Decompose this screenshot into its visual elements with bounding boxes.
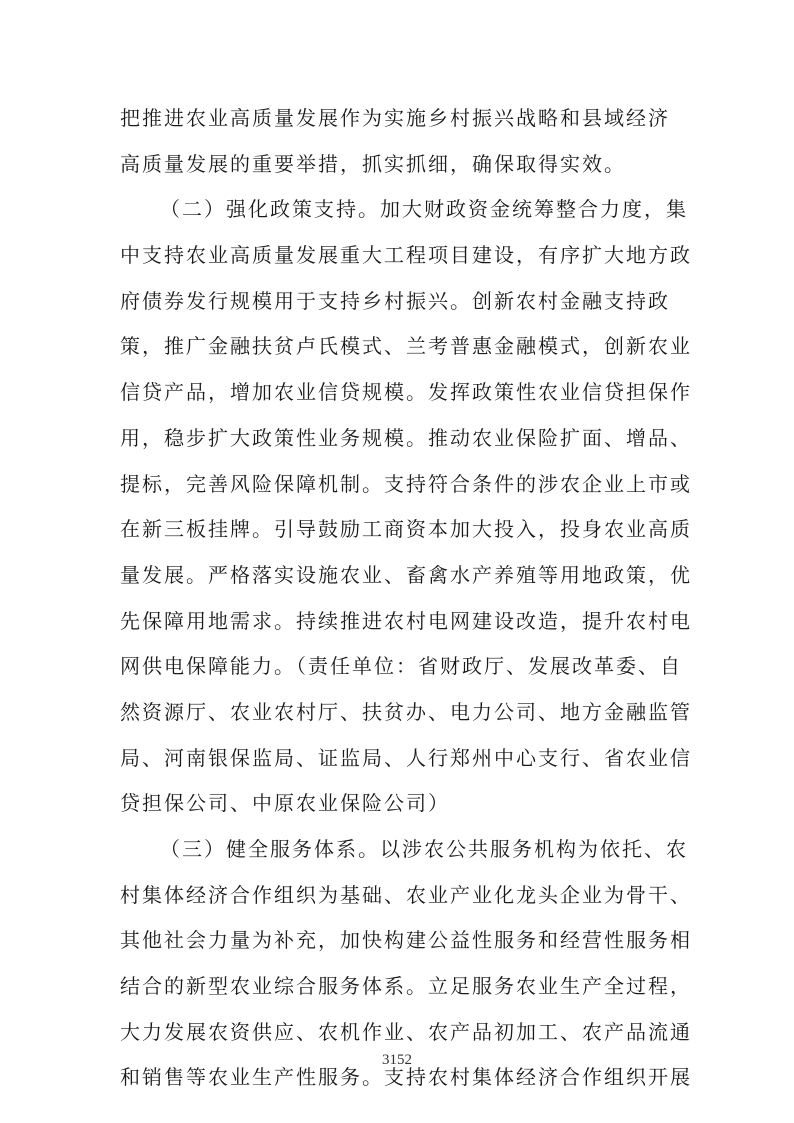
- document-body: [120, 96, 692, 1101]
- text-line: 在新三板挂牌。引导鼓励工商资本加大投入，投身农业高质: [120, 517, 692, 542]
- text-line: 府债券发行规模用于支持乡村振兴。创新农村金融支持政: [120, 288, 670, 313]
- text-line: 中支持农业高质量发展重大工程项目建设，有序扩大地方政: [120, 243, 692, 268]
- page-number: 3152: [382, 1052, 412, 1068]
- section-heading-line: （三）健全服务体系。以涉农公共服务机构为依托、农: [160, 837, 688, 861]
- section-heading-line: （二）强化政策支持。加大财政资金统筹整合力度，集: [160, 197, 688, 222]
- text-line: 结合的新型农业综合服务体系。立足服务农业生产全过程，: [120, 974, 692, 999]
- text-line: 量发展。严格落实设施农业、畜禽水产养殖等用地政策，优: [120, 562, 692, 587]
- text-line: 提标，完善风险保障机制。支持符合条件的涉农企业上市或: [120, 471, 692, 496]
- text-line: 村集体经济合作组织为基础、农业产业化龙头企业为骨干、: [120, 882, 692, 907]
- text-line: 和销售等农业生产性服务。支持农村集体经济合作组织开展: [120, 1065, 692, 1090]
- text-line: 局、河南银保监局、证监局、人行郑州中心支行、省农业信: [120, 745, 692, 770]
- text-line: 贷担保公司、中原农业保险公司）: [120, 791, 450, 816]
- text-line: 信贷产品，增加农业信贷规模。发挥政策性农业信贷担保作: [120, 380, 692, 405]
- text-line: 策，推广金融扶贫卢氏模式、兰考普惠金融模式，创新农业: [120, 334, 692, 359]
- text-line: 大力发展农资供应、农机作业、农产品初加工、农产品流通: [120, 1019, 692, 1044]
- text-line: 高质量发展的重要举措，抓实抓细，确保取得实效。: [120, 151, 626, 176]
- text-line: 网供电保障能力。（责任单位：省财政厅、发展改革委、自: [120, 654, 682, 679]
- text-line: 先保障用地需求。持续推进农村电网建设改造，提升农村电: [120, 608, 692, 633]
- text-line: 用，稳步扩大政策性业务规模。推动农业保险扩面、增品、: [120, 425, 692, 450]
- text-line: 其他社会力量为补充，加快构建公益性服务和经营性服务相: [120, 928, 692, 953]
- text-line: 然资源厅、农业农村厅、扶贫办、电力公司、地方金融监管: [120, 699, 692, 724]
- text-line: 把推进农业高质量发展作为实施乡村振兴战略和县域经济: [120, 106, 670, 130]
